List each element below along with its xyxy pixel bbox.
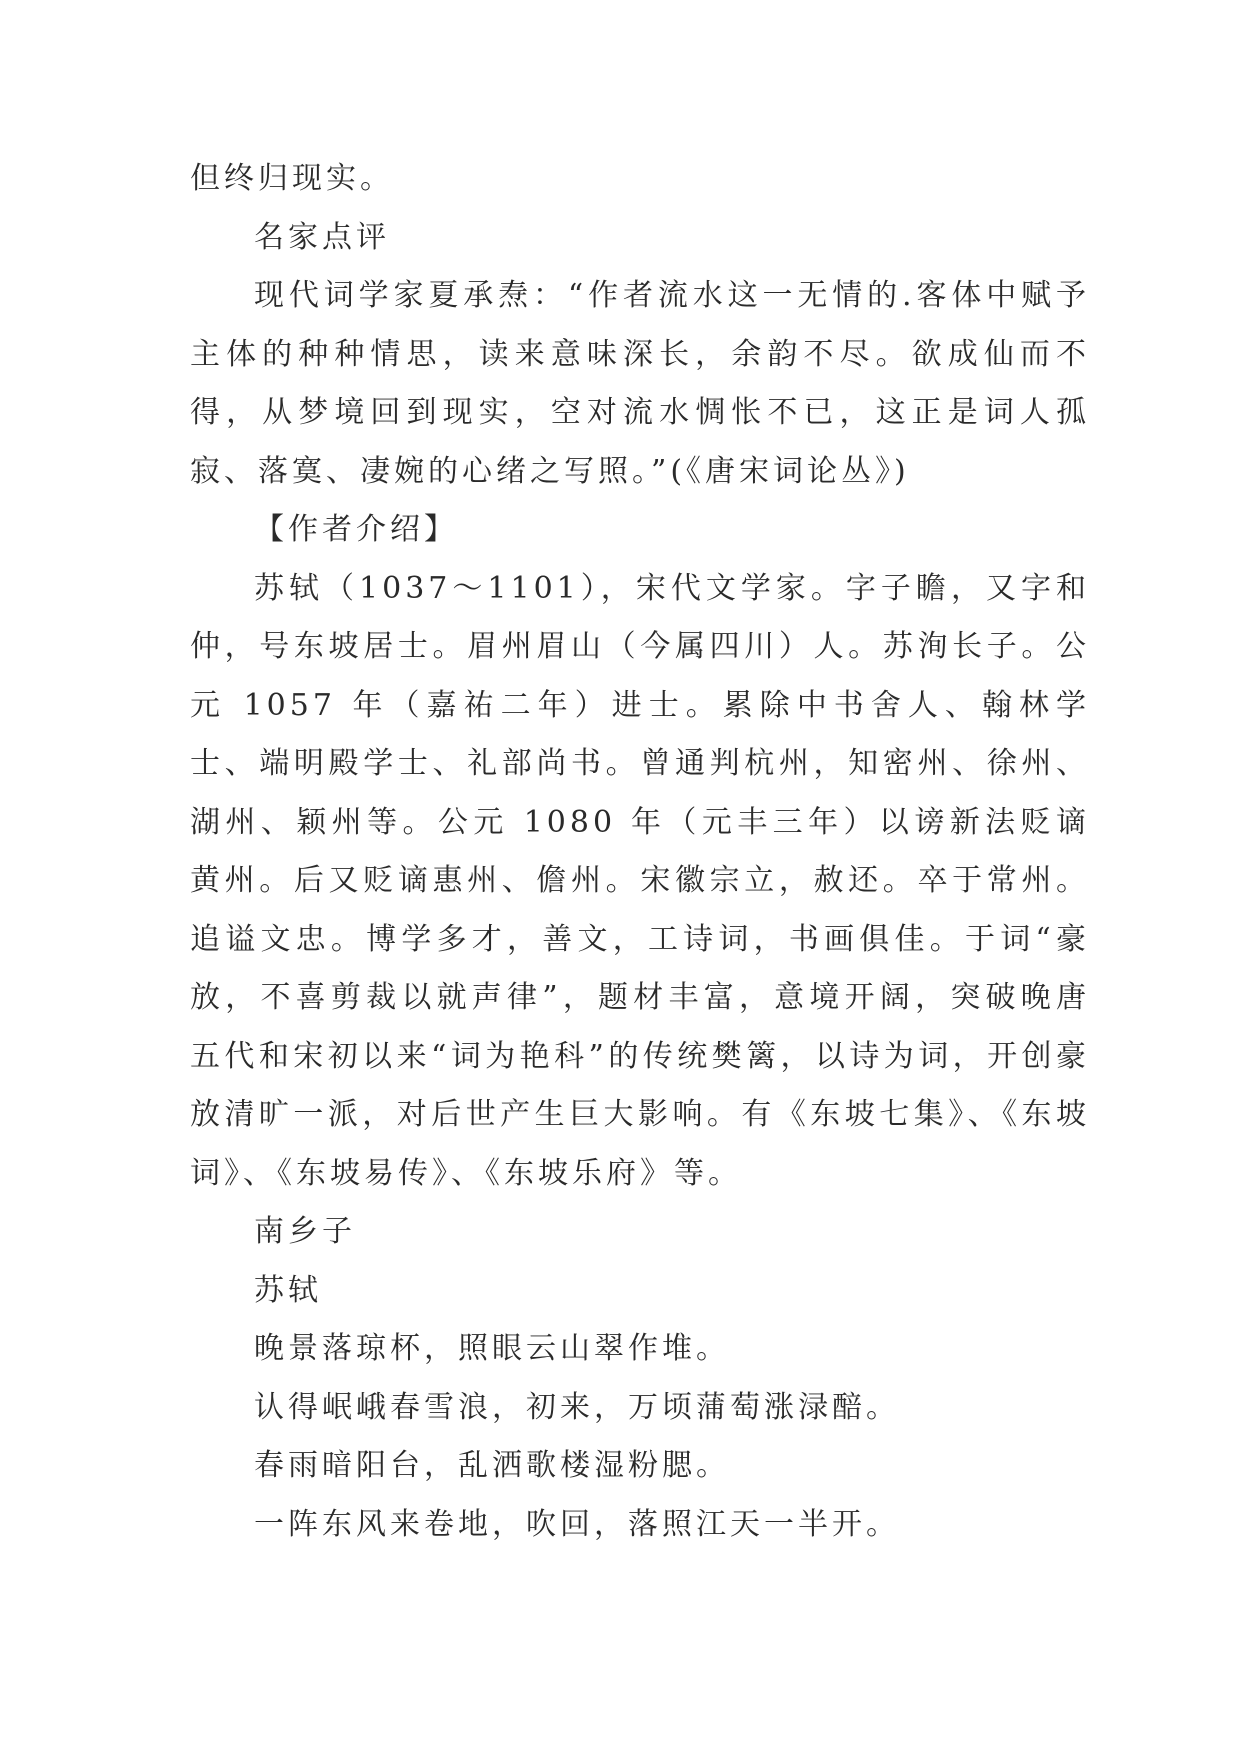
paragraph-continuation: 但终归现实。 [190,161,394,196]
poem-line: 晚景落琼杯，照眼云山翠作堆。 [254,1331,730,1366]
section-heading-critique: 名家点评 [254,219,390,255]
paragraph-critique: 现代词学家夏承焘：“作者流水这一无情的.客体中赋予主体的种种情思，读来意味深长，余韵不尽。欲成仙而不得，从梦境回到现实，空对流水惆怅不已，这正是词人孤寂、落寞、凄婉的心绪之写照。”(《唐宋词论丛》) [190,278,1090,489]
poem-title: 南乡子 [254,1214,356,1249]
paragraph-author-bio: 苏轼（1037～1101），宋代文学家。字子瞻，又字和仲，号东坡居士。眉州眉山（今属四川）人。苏洵长子。公元 1057 年（嘉祐二年）进士。累除中书舍人、翰林学士、端明殿学士、礼部尚书。曾通判杭州，知密州、徐州、湖州、颖州等。公元 1080 年（元丰三年）以谤新法贬谪黄州。后又贬谪惠州、儋州。宋徽宗立，赦还。卒于常州。追谥文忠。博学多才，善文，工诗词，书画俱佳。于词“豪放，不喜剪裁以就声律”，题材丰富，意境开阔，突破晚唐五代和宋初以来“词为艳科”的传统樊篱，以诗为词，开创豪放清旷一派，对后世产生巨大影响。有《东坡七集》、《东坡词》、《东坡易传》、《东坡乐府》等。 [190,570,1090,1191]
poem-author: 苏轼 [254,1272,322,1308]
poem-line: 春雨暗阳台，乱洒歌楼湿粉腮。 [254,1448,730,1483]
section-heading-author: 【作者介绍】 [254,512,458,547]
poem-line: 认得岷峨春雪浪，初来，万顷蒲萄涨渌醅。 [254,1389,900,1425]
poem-line: 一阵东风来卷地，吹回，落照江天一半开。 [254,1506,900,1542]
document-page [190,150,1090,1554]
